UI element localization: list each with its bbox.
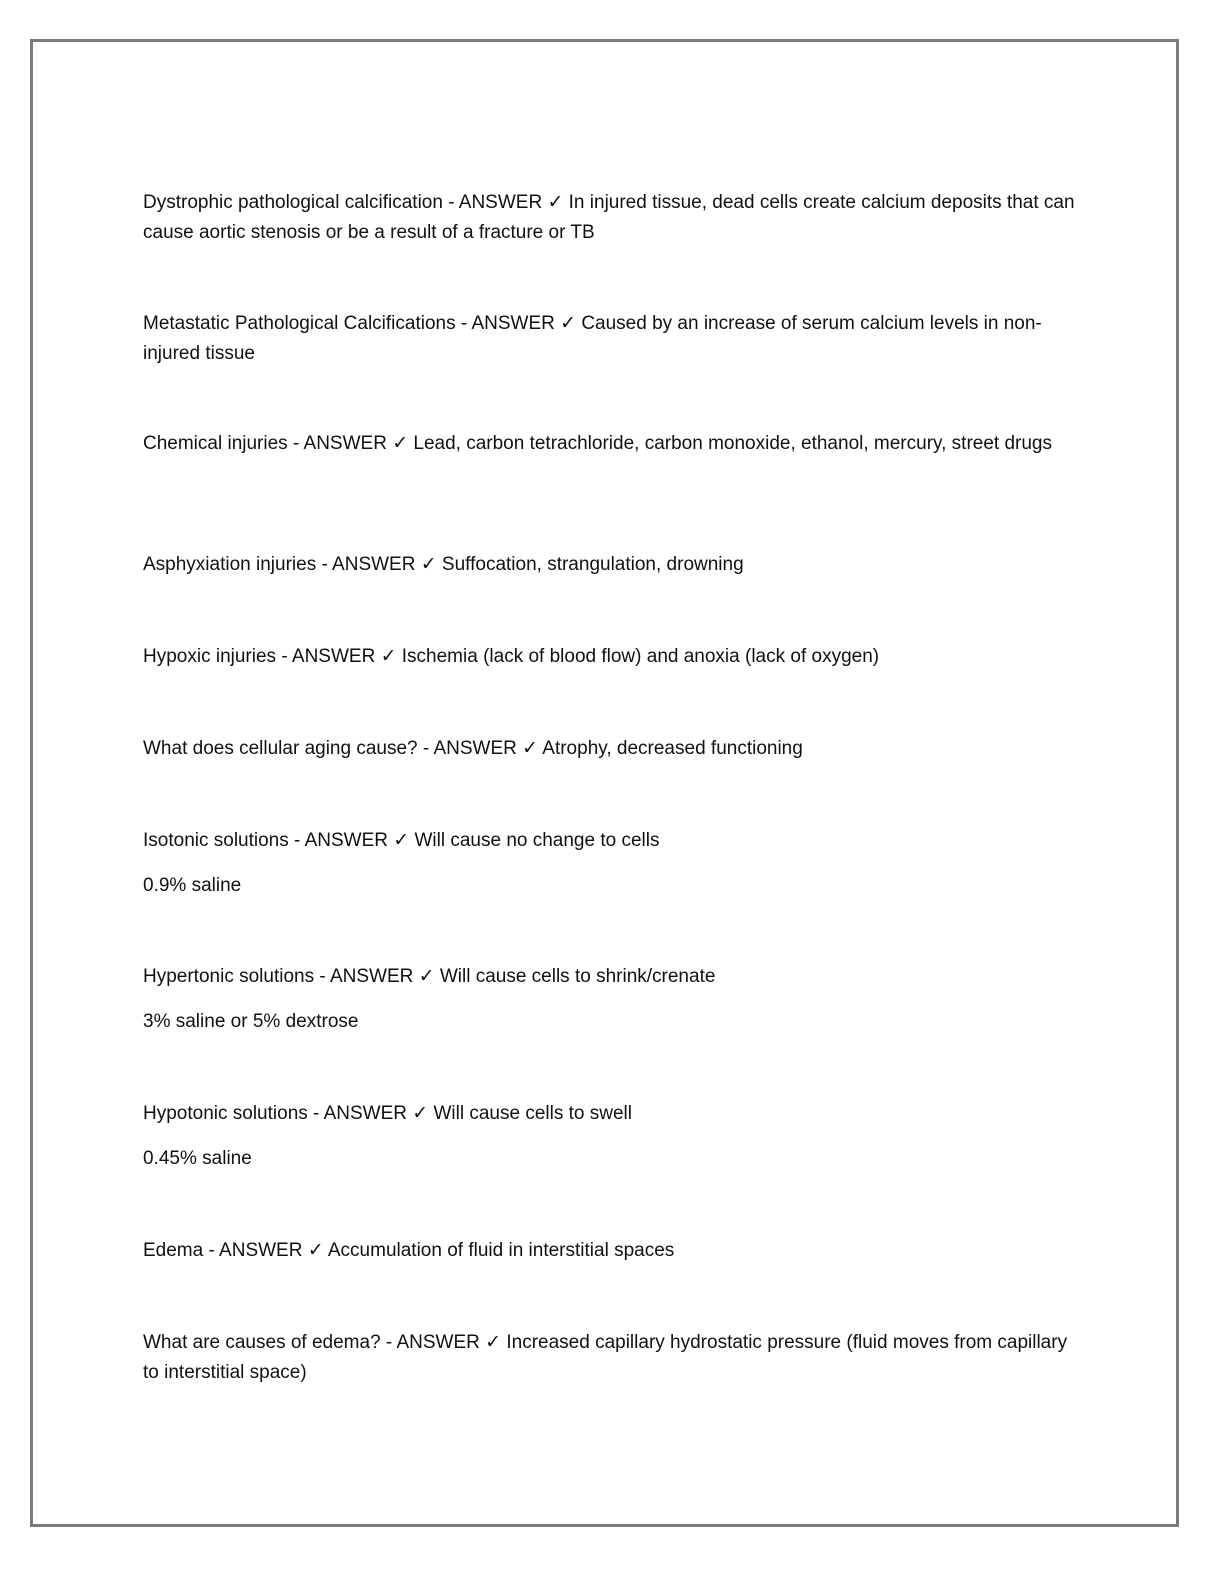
answer-example: 0.45% saline	[143, 1148, 252, 1169]
qa-item-metastatic: Metastatic Pathological Calcifications - ANSWER ✓ Caused by an increase of serum calcium levels in non-injured tissue	[143, 313, 1042, 364]
answer-marker: ANSWER ✓	[323, 1103, 429, 1124]
answer-marker: ANSWER ✓	[332, 554, 437, 575]
answer: Suffocation, strangulation, drowning	[441, 554, 744, 575]
term: Isotonic solutions	[143, 830, 289, 851]
qa-item-isotonic: Isotonic solutions - ANSWER ✓ Will cause no change to cells 0.9% saline	[143, 826, 1083, 901]
qa-item-hypertonic: Hypertonic solutions - ANSWER ✓ Will cause cells to shrink/crenate 3% saline or 5% dextrose	[143, 962, 1083, 1037]
term: Hypertonic solutions	[143, 966, 315, 987]
qa-item-hypoxic: Hypoxic injuries - ANSWER ✓ Ischemia (lack of blood flow) and anoxia (lack of oxygen)	[143, 646, 880, 667]
answer: Accumulation of fluid in interstitial spaces	[327, 1240, 675, 1261]
answer-example: 3% saline or 5% dextrose	[143, 1011, 359, 1032]
term: Dystrophic pathological calcification	[143, 192, 443, 213]
page-border	[30, 39, 1179, 1527]
term: Metastatic Pathological Calcifications	[143, 313, 456, 334]
answer: Will cause cells to shrink/crenate	[439, 966, 716, 987]
qa-item-asphyxiation: Asphyxiation injuries - ANSWER ✓ Suffocation, strangulation, drowning	[143, 554, 744, 575]
answer-marker: ANSWER ✓	[396, 1332, 502, 1353]
qa-item-edema: Edema - ANSWER ✓ Accumulation of fluid in interstitial spaces	[143, 1240, 675, 1261]
answer-example: 0.9% saline	[143, 875, 242, 896]
term: What are causes of edema?	[143, 1332, 381, 1353]
answer: Increased capillary hydrostatic pressure (fluid moves from capillary to interstitial space)	[143, 1332, 1068, 1383]
answer-marker: ANSWER ✓	[458, 192, 564, 213]
term: Hypotonic solutions	[143, 1103, 308, 1124]
term: Hypoxic injuries	[143, 646, 277, 667]
answer-marker: ANSWER ✓	[219, 1240, 324, 1261]
term: What does cellular aging cause?	[143, 738, 418, 759]
answer-marker: ANSWER ✓	[291, 646, 397, 667]
answer: Lead, carbon tetrachloride, carbon monoxide, ethanol, mercury, street drugs	[413, 433, 1052, 454]
answer-marker: ANSWER ✓	[303, 433, 409, 454]
term: Asphyxiation injuries	[143, 554, 317, 575]
term: Chemical injuries	[143, 433, 288, 454]
answer: Will cause cells to swell	[433, 1103, 632, 1124]
answer: Will cause no change to cells	[414, 830, 660, 851]
term: Edema	[143, 1240, 204, 1261]
answer: Atrophy, decreased functioning	[542, 738, 803, 759]
answer-marker: ANSWER ✓	[329, 966, 435, 987]
answer: Caused by an increase of serum calcium levels in non-injured tissue	[143, 313, 1042, 364]
qa-item-chemical: Chemical injuries - ANSWER ✓ Lead, carbon tetrachloride, carbon monoxide, ethanol, mercury, street drugs	[143, 433, 1052, 454]
qa-item-hypotonic: Hypotonic solutions - ANSWER ✓ Will cause cells to swell 0.45% saline	[143, 1099, 1083, 1174]
answer-marker: ANSWER ✓	[433, 738, 539, 759]
answer-marker: ANSWER ✓	[471, 313, 577, 334]
qa-item-edema-causes: What are causes of edema? - ANSWER ✓ Increased capillary hydrostatic pressure (fluid moves from capillary to interstitial space)	[143, 1332, 1068, 1383]
qa-item-dystrophic: Dystrophic pathological calcification - ANSWER ✓ In injured tissue, dead cells create calcium deposits that can cause aortic stenosis or be a result of a fracture or TB	[143, 192, 1075, 243]
answer: Ischemia (lack of blood flow) and anoxia (lack of oxygen)	[401, 646, 880, 667]
qa-item-cellular-aging: What does cellular aging cause? - ANSWER ✓ Atrophy, decreased functioning	[143, 738, 803, 759]
answer: In injured tissue, dead cells create calcium deposits that can cause aortic stenosis or be a result of a fracture or TB	[143, 192, 1075, 243]
answer-marker: ANSWER ✓	[304, 830, 410, 851]
